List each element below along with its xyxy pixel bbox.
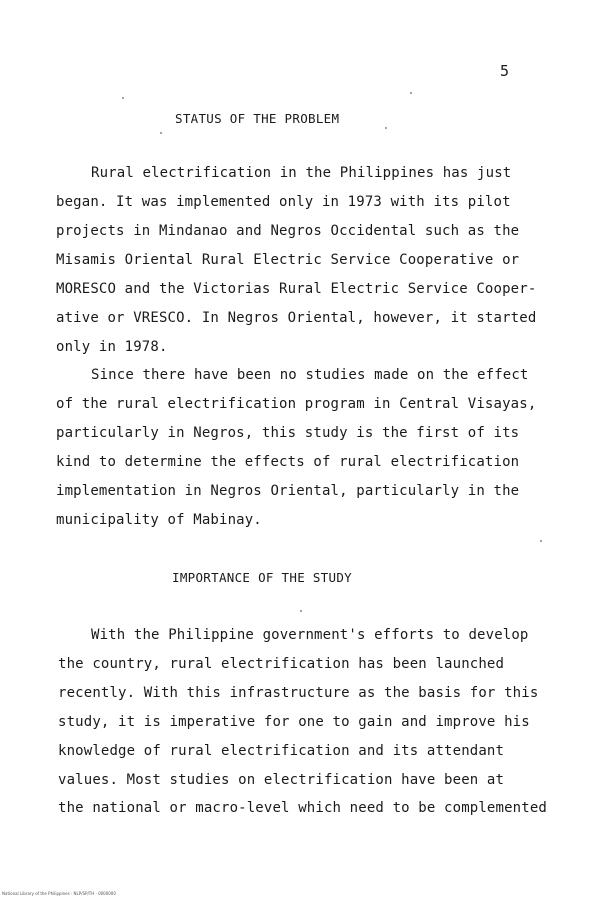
paragraph-line: projects in Mindanao and Negros Occidental such as the <box>56 223 520 239</box>
paragraph-line: With the Philippine government's efforts to develop <box>91 627 529 643</box>
scan-speck <box>300 610 302 612</box>
paragraph-line: municipality of Mabinay. <box>56 512 262 528</box>
paragraph-line: knowledge of rural electrification and its attendant <box>58 743 505 759</box>
paragraph-line: kind to determine the effects of rural electrification <box>56 454 520 470</box>
paragraph-line: Misamis Oriental Rural Electric Service Cooperative or <box>56 252 520 268</box>
paragraph-line: study, it is imperative for one to gain and improve his <box>58 714 530 730</box>
paragraph-line: the national or macro-level which need to be complemented <box>58 800 547 816</box>
paragraph-line: Since there have been no studies made on the effect <box>91 367 529 383</box>
paragraph-line: MORESCO and the Victorias Rural Electric Service Cooper- <box>56 281 537 297</box>
paragraph-line: values. Most studies on electrification have been at <box>58 772 505 788</box>
paragraph-line: only in 1978. <box>56 339 168 355</box>
paragraph-line: the country, rural electrification has been launched <box>58 656 505 672</box>
scan-speck <box>410 92 412 94</box>
scan-speck <box>540 540 542 542</box>
scan-speck <box>122 97 124 99</box>
scan-speck <box>385 127 387 129</box>
section-heading-importance: IMPORTANCE OF THE STUDY <box>172 570 352 585</box>
paragraph-line: Rural electrification in the Philippines has just <box>91 165 512 181</box>
paragraph-line: implementation in Negros Oriental, particularly in the <box>56 483 520 499</box>
paragraph-line: began. It was implemented only in 1973 with its pilot <box>56 194 511 210</box>
paragraph-line: of the rural electrification program in Central Visayas, <box>56 396 537 412</box>
paragraph-line: ative or VRESCO. In Negros Oriental, however, it started <box>56 310 537 326</box>
paragraph-line: particularly in Negros, this study is the first of its <box>56 425 520 441</box>
scan-speck <box>160 132 162 134</box>
paragraph-line: recently. With this infrastructure as the basis for this <box>58 685 539 701</box>
section-heading-status: STATUS OF THE PROBLEM <box>175 111 340 126</box>
archive-footer: National Library of the Philippines · NLP/SP/TH · 0000000 <box>2 891 116 896</box>
page-number: 5 <box>500 62 510 80</box>
